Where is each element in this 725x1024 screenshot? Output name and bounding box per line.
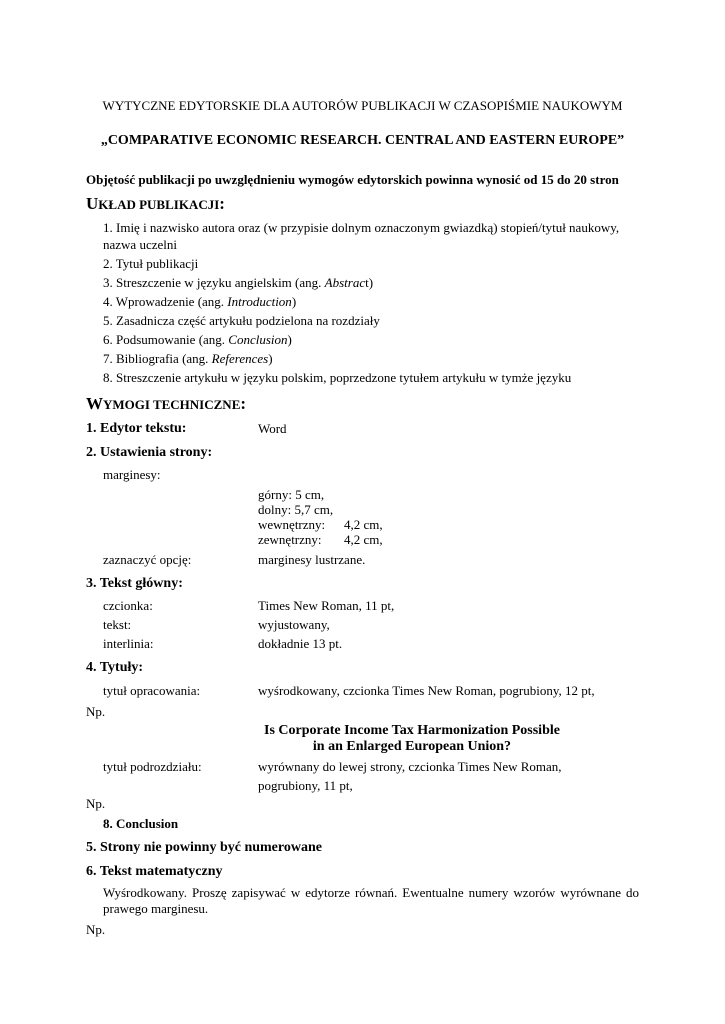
list-item-text: ) [268, 351, 273, 366]
list-item-continuation: nazwa uczelni [103, 237, 177, 252]
margin-outer-value: 4,2 cm, [344, 532, 383, 547]
list-item-italic: Abstrac [324, 275, 366, 290]
text-value: wyjustowany, [258, 617, 330, 632]
example-label: Np. [86, 704, 106, 719]
text-label: tekst: [103, 617, 132, 632]
pages-heading: 5. Strony nie powinny być numerowane [86, 840, 322, 855]
subtitle-value-continuation: pogrubiony, 11 pt, [258, 778, 353, 793]
option-label: zaznaczyć opcję: [103, 552, 192, 567]
heading-initial: W [86, 394, 103, 413]
list-item-text: 6. Podsumowanie (ang. [103, 332, 229, 347]
journal-title: „COMPARATIVE ECONOMIC RESEARCH. CENTRAL AND EASTERN EUROPE” [100, 133, 625, 148]
list-item-italic: Introduction [227, 294, 292, 309]
heading-rest: YMOGI TECHNICZNE [103, 397, 241, 412]
list-item-italic: Conclusion [228, 332, 288, 347]
list-item: 8. Streszczenie artykułu w języku polskim, poprzedzone tytułem artykułu w tymże języku [103, 370, 572, 385]
main-text-heading: 3. Tekst główny: [86, 576, 183, 591]
section-heading-layout [86, 194, 225, 214]
list-item-text: 7. Bibliografia (ang. [103, 351, 212, 366]
margin-top: górny: 5 cm, [258, 487, 325, 502]
volume-note: Objętość publikacji po uwzględnieniu wymogów edytorskich powinna wynosić od 15 do 20 stron [86, 172, 619, 187]
document-title: WYTYCZNE EDYTORSKIE DLA AUTORÓW PUBLIKACJI W CZASOPIŚMIE NAUKOWYM [102, 98, 623, 113]
heading-colon: : [240, 394, 247, 413]
heading-initial: U [86, 194, 99, 213]
page-settings-heading: 2. Ustawienia strony: [86, 445, 213, 460]
margin-outer-label: zewnętrzny: [258, 532, 322, 547]
spacing-value: dokładnie 13 pt. [258, 636, 343, 651]
margin-inner-label: wewnętrzny: [258, 517, 326, 532]
list-item-text: 4. Wprowadzenie (ang. [103, 294, 228, 309]
example-title-line: in an Enlarged European Union? [312, 739, 512, 754]
editor-heading: 1. Edytor tekstu: [86, 421, 187, 436]
list-item [103, 294, 296, 310]
math-body: Wyśrodkowany. Proszę zapisywać w edytorze równań. Ewentualne numery wzorów wyrównane do prawego marginesu. [103, 885, 639, 916]
list-item [103, 351, 273, 367]
margin-bottom: dolny: 5,7 cm, [258, 502, 334, 517]
list-item-italic: References [211, 351, 269, 366]
list-item: 2. Tytuł publikacji [103, 256, 199, 271]
subtitle-value: wyrównany do lewej strony, czcionka Times New Roman, [258, 759, 562, 774]
editor-value: Word [258, 421, 287, 436]
spacing-label: interlinia: [103, 636, 154, 651]
margin-inner-value: 4,2 cm, [344, 517, 383, 532]
example-subtitle: 8. Conclusion [103, 816, 179, 831]
font-value: Times New Roman, 11 pt, [258, 598, 395, 613]
example-label: Np. [86, 796, 106, 811]
math-heading: 6. Tekst matematyczny [86, 864, 223, 879]
list-item-text: ) [287, 332, 292, 347]
example-label: Np. [86, 922, 106, 937]
list-item [103, 332, 292, 348]
list-item [103, 275, 373, 291]
margins-label: marginesy: [103, 467, 161, 482]
list-item: 1. Imię i nazwisko autora oraz (w przypisie dolnym oznaczonym gwiazdką) stopień/tytuł naukowy, [103, 220, 620, 235]
section-heading-technical [86, 394, 246, 414]
subtitle-label: tytuł podrozdziału: [103, 759, 202, 774]
title-label: tytuł opracowania: [103, 683, 201, 698]
list-item: 5. Zasadnicza część artykułu podzielona na rozdziały [103, 313, 380, 328]
example-title-line: Is Corporate Income Tax Harmonization Possible [264, 723, 560, 738]
heading-colon: : [219, 194, 225, 213]
titles-heading: 4. Tytuły: [86, 660, 144, 675]
heading-rest: KŁAD PUBLIKACJI [98, 197, 220, 212]
list-item-text: 3. Streszczenie w języku angielskim (ang. [103, 275, 325, 290]
option-value: marginesy lustrzane. [258, 552, 366, 567]
font-label: czcionka: [103, 598, 153, 613]
title-value: wyśrodkowany, czcionka Times New Roman, pogrubiony, 12 pt, [258, 683, 595, 698]
list-item-text: ) [291, 294, 297, 309]
list-item-text: t) [365, 275, 374, 290]
